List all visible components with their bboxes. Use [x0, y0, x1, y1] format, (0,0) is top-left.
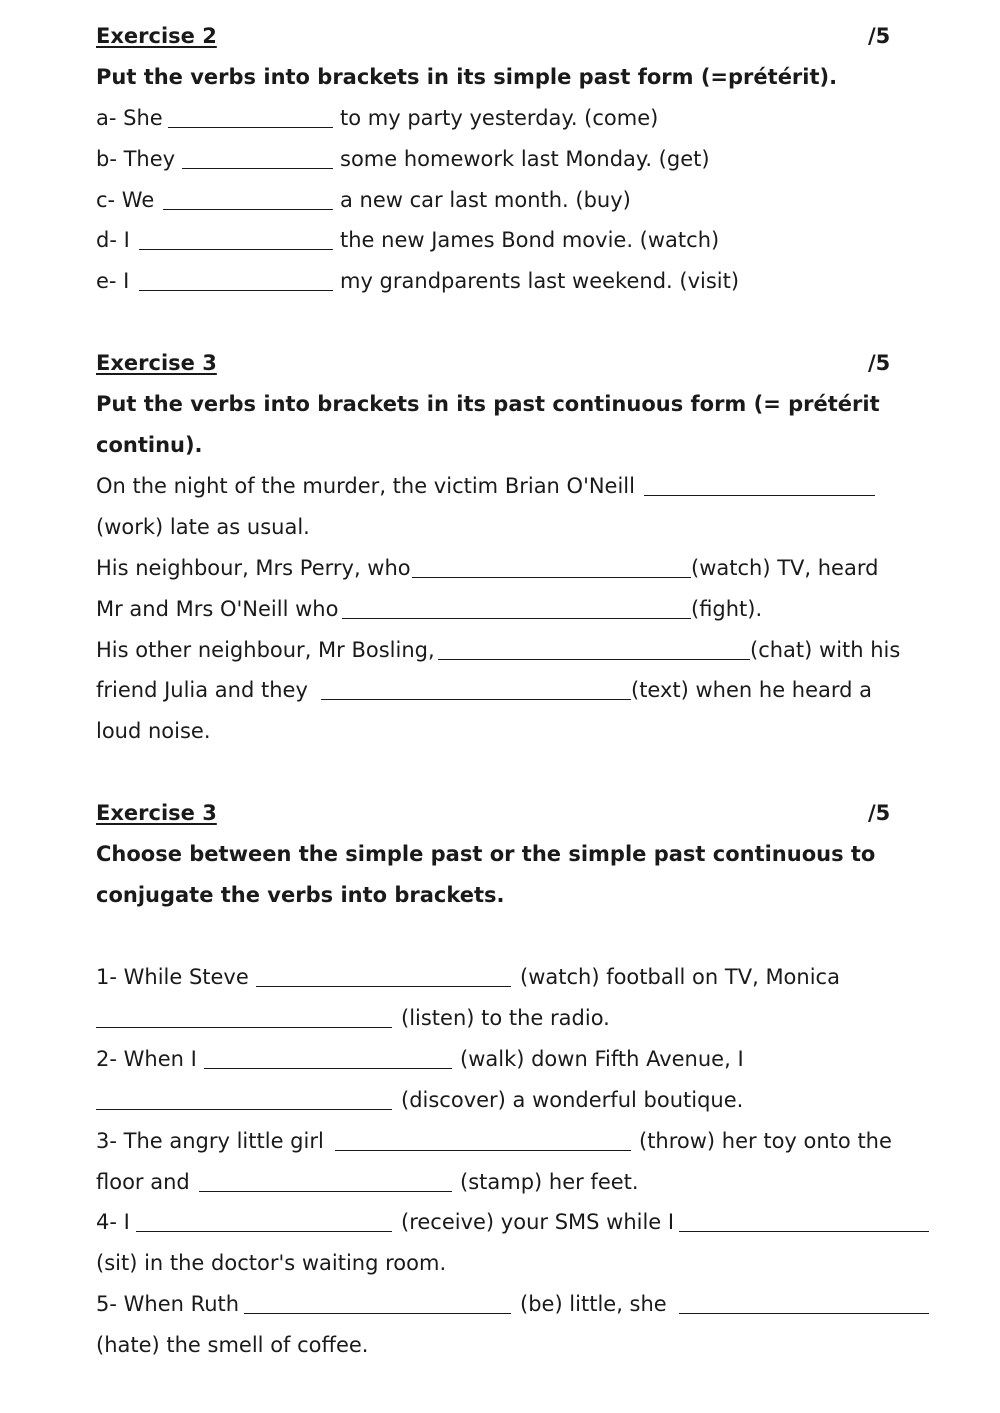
item-suffix: to my party yesterday. (come) — [340, 106, 659, 130]
item-prefix: a- She — [96, 106, 163, 130]
story-text: His neighbour, Mrs Perry, who — [96, 556, 411, 580]
item-prefix: d- I — [96, 228, 130, 252]
answer-blank-a[interactable] — [168, 127, 333, 128]
item-suffix: a new car last month. (buy) — [340, 188, 631, 212]
answer-blank-q4-receive[interactable] — [136, 1231, 392, 1232]
question-4-line-2: (sit) in the doctor's waiting room. — [96, 1251, 447, 1275]
item-suffix: my grandparents last weekend. (visit) — [340, 269, 740, 293]
story-text: His other neighbour, Mr Bosling, — [96, 638, 435, 662]
question-text: (receive) your SMS while I — [401, 1210, 675, 1234]
exercise-3a-title: Exercise 3 — [96, 351, 217, 375]
question-text: 3- The angry little girl — [96, 1129, 324, 1153]
exercise-2-item-e — [96, 261, 930, 302]
answer-blank-text[interactable] — [321, 699, 631, 700]
question-3-line-2 — [96, 1162, 930, 1203]
story-text: On the night of the murder, the victim Brian O'Neill — [96, 474, 635, 498]
question-text: 5- When Ruth — [96, 1292, 240, 1316]
item-prefix: b- They — [96, 147, 176, 171]
answer-blank-work[interactable] — [644, 495, 875, 496]
answer-blank-q1-watch[interactable] — [256, 986, 511, 987]
item-suffix: some homework last Monday. (get) — [340, 147, 710, 171]
answer-blank-q5-hate[interactable] — [679, 1313, 929, 1314]
question-2-line-2 — [96, 1080, 930, 1121]
item-suffix: the new James Bond movie. (watch) — [340, 228, 720, 252]
question-3-line-1 — [96, 1121, 930, 1162]
answer-blank-e[interactable] — [139, 290, 333, 291]
answer-blank-q2-discover[interactable] — [96, 1109, 392, 1110]
exercise-2-item-a — [96, 98, 930, 139]
exercise-3a-instruction-line-2: continu). — [96, 433, 203, 457]
answer-blank-q5-be[interactable] — [244, 1313, 511, 1314]
question-text: (be) little, she — [520, 1292, 667, 1316]
answer-blank-q4-sit[interactable] — [679, 1231, 929, 1232]
story-line-4 — [96, 589, 930, 630]
answer-blank-q2-walk[interactable] — [204, 1068, 452, 1069]
answer-blank-chat[interactable] — [438, 659, 750, 660]
story-line-2: (work) late as usual. — [96, 515, 310, 539]
exercise-2-title: Exercise 2 — [96, 24, 217, 48]
item-prefix: c- We — [96, 188, 155, 212]
question-text: floor and — [96, 1170, 190, 1194]
question-text: (walk) down Fifth Avenue, I — [460, 1047, 744, 1071]
story-text: (watch) TV, heard — [691, 556, 879, 580]
story-text: (text) when he heard a — [631, 678, 873, 702]
answer-blank-b[interactable] — [182, 168, 333, 169]
story-line-1 — [96, 466, 930, 507]
answer-blank-c[interactable] — [163, 209, 333, 210]
exercise-3a-score: /5 — [868, 351, 891, 375]
story-line-6 — [96, 670, 930, 711]
answer-blank-watch[interactable] — [412, 577, 691, 578]
exercise-2-instruction: Put the verbs into brackets in its simple past form (=prétérit). — [96, 65, 838, 89]
exercise-3b-header — [96, 793, 930, 834]
story-line-7: loud noise. — [96, 719, 211, 743]
question-5-line-2: (hate) the smell of coffee. — [96, 1333, 369, 1357]
story-text: (fight). — [691, 597, 763, 621]
question-text: (watch) football on TV, Monica — [520, 965, 840, 989]
exercise-2-header — [96, 16, 930, 57]
exercise-3b-instruction-line-2: conjugate the verbs into brackets. — [96, 883, 505, 907]
question-text: (stamp) her feet. — [460, 1170, 639, 1194]
answer-blank-q3-stamp[interactable] — [199, 1191, 452, 1192]
question-text: 4- I — [96, 1210, 130, 1234]
exercise-2-item-b — [96, 139, 930, 180]
question-4-line-1 — [96, 1202, 1000, 1243]
question-1-line-2 — [96, 998, 930, 1039]
exercise-2-item-d — [96, 220, 930, 261]
story-text: friend Julia and they — [96, 678, 308, 702]
question-1-line-1 — [96, 957, 930, 998]
story-text: (chat) with his — [750, 638, 901, 662]
question-text: (discover) a wonderful boutique. — [401, 1088, 744, 1112]
question-text: (throw) her toy onto the — [639, 1129, 892, 1153]
story-text: Mr and Mrs O'Neill who — [96, 597, 339, 621]
question-text: (listen) to the radio. — [401, 1006, 610, 1030]
exercise-3b-title: Exercise 3 — [96, 801, 217, 825]
answer-blank-q3-throw[interactable] — [335, 1150, 631, 1151]
exercise-3a-header — [96, 343, 930, 384]
exercise-3b-instruction-line-1: Choose between the simple past or the simple past continuous to — [96, 842, 876, 866]
question-text: 1- While Steve — [96, 965, 249, 989]
question-text: 2- When I — [96, 1047, 197, 1071]
story-line-3 — [96, 548, 930, 589]
question-5-line-1 — [96, 1284, 1000, 1325]
exercise-3a-instruction-line-1: Put the verbs into brackets in its past continuous form (= prétérit — [96, 392, 880, 416]
answer-blank-fight[interactable] — [342, 618, 691, 619]
story-line-5 — [96, 630, 930, 671]
answer-blank-q1-listen[interactable] — [96, 1027, 392, 1028]
item-prefix: e- I — [96, 269, 130, 293]
exercise-2-item-c — [96, 180, 930, 221]
exercise-2-score: /5 — [868, 24, 891, 48]
question-2-line-1 — [96, 1039, 930, 1080]
exercise-3b-score: /5 — [868, 801, 891, 825]
answer-blank-d[interactable] — [139, 249, 333, 250]
